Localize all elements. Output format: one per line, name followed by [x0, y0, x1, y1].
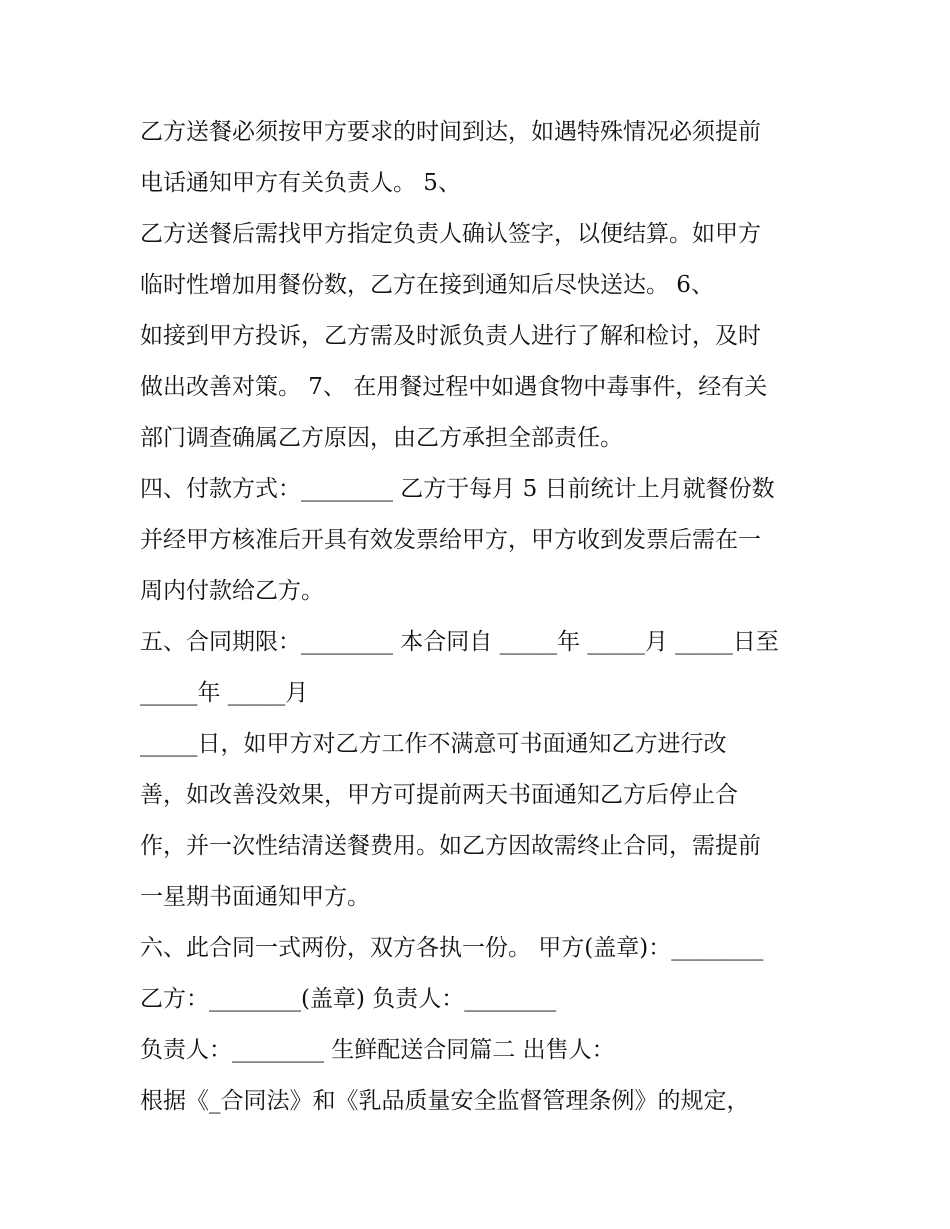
document-body: [140, 107, 820, 1127]
term-clause-heading: 五、合同期限：________ 本合同自 _____年 _____月 _____日至: [140, 629, 779, 655]
text-line: 乙方送餐后需找甲方指定负责人确认签字，以便结算。如甲方: [140, 221, 761, 247]
text-line: _____日，如甲方对乙方工作不满意可书面通知乙方进行改: [140, 731, 727, 757]
text-line: 周内付款给乙方。: [140, 578, 324, 604]
signature-line: 负责人：________ 生鲜配送合同篇二 出售人：: [140, 1037, 615, 1063]
text-line: 电话通知甲方有关负责人。 5、: [140, 170, 461, 196]
text-line: 如接到甲方投诉，乙方需及时派负责人进行了解和检讨，及时: [140, 323, 761, 349]
text-line: _____年 _____月: [140, 680, 309, 706]
text-line: 临时性增加用餐份数，乙方在接到通知后尽快送达。 6、: [140, 272, 714, 298]
signature-line: 乙方：________(盖章) 负责人：________: [140, 986, 557, 1012]
text-line: 并经甲方核准后开具有效发票给甲方，甲方收到发票后需在一: [140, 527, 761, 553]
text-line: 根据《_合同法》和《乳品质量安全监督管理条例》的规定，: [140, 1088, 750, 1114]
text-line: 一星期书面通知甲方。: [140, 884, 370, 910]
text-line: 部门调查确属乙方原因，由乙方承担全部责任。: [140, 425, 623, 451]
payment-clause-heading: 四、付款方式：________ 乙方于每月 5 日前统计上月就餐份数: [140, 476, 775, 502]
copies-clause-heading: 六、此合同一式两份，双方各执一份。 甲方(盖章)：________: [140, 935, 764, 961]
text-line: 善，如改善没效果，甲方可提前两天书面通知乙方后停止合: [140, 782, 738, 808]
text-line: 作，并一次性结清送餐费用。如乙方因故需终止合同，需提前: [140, 833, 761, 859]
text-line: 做出改善对策。 7、 在用餐过程中如遇食物中毒事件，经有关: [140, 374, 768, 400]
text-line: 乙方送餐必须按甲方要求的时间到达，如遇特殊情况必须提前: [140, 119, 761, 145]
